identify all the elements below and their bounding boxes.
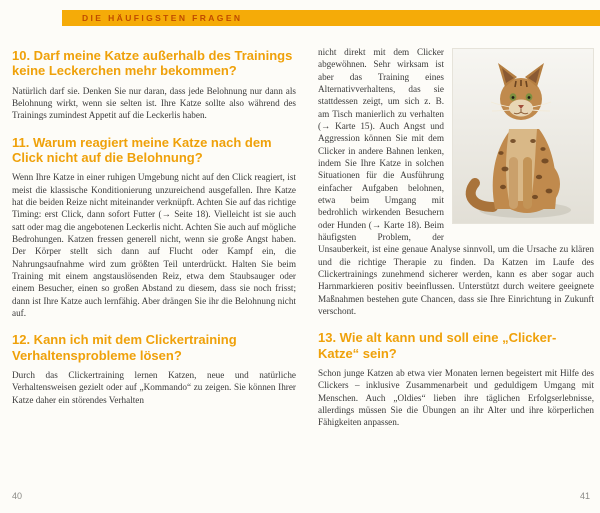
left-page — [12, 46, 296, 406]
question-12-continuation-body: nicht direkt mit dem Clicker abgewöhnen. Sehr wirksam ist aber das Training eines Alternativverhaltens, das sie stattdessen zeigt, um sich z. B. am Tisch manierlich zu verhalten (→ Karte 15). Auch Angst und Aggression können Sie mit dem Clicker in andere Bahnen lenken, indem Sie Ihre Katze in solchen Situationen für die Ausführung einfacher Aufgaben belohnen, etwa beim Umgang mit bedrohlich wirkenden Besuchern oder Hunden (→ Karte 18). Beim häufigsten Problem, der Unsauberkeit, ist eine genaue Analyse sinnvoll, um die Ursache zu klären und die richtige Therapie zu finden. Da Katzen im Laufe des Clickertrainings zunehmend sicherer werden, kann es aber sogar auch Harnmarkieren positiv beeinflussen. Unterstützt durch weitere geeignete Maßnahmen bestehen gute Chancen, dass sie Ihre Einrichtung in Zukunft verschont. — [318, 47, 594, 316]
page-number-left: 40 — [12, 491, 23, 501]
chapter-header-bar — [62, 10, 600, 26]
question-12-body: Durch das Clickertraining lernen Katzen, neue und natürliche Verhaltensweisen gezielt oder auf „Kommando“ zu zeigen. Sie können Ihrer Katze daher ein störendes Verhalten — [12, 369, 296, 405]
page-number-right: 41 — [579, 491, 590, 501]
chapter-title: DIE HÄUFIGSTEN FRAGEN — [82, 13, 243, 23]
question-13-body: Schon junge Katzen ab etwa vier Monaten lernen begeistert mit Hilfe des Clickers – inklusive Zusammenarbeit und geduldigem Umgang mit Menschen. Auch „Oldies“ lieben ihre täglichen Erfolgserlebnisse, allerdings müssen Sie die Übungen an ihr Alter und ihre körperlichen Fähigkeiten anpassen. — [318, 367, 594, 428]
question-12-heading: 12. Kann ich mit dem Clickertraining Verhaltensprobleme lösen? — [12, 332, 237, 363]
question-11-heading: 11. Warum reagiert meine Katze nach dem Click nicht auf die Belohnung? — [12, 134, 272, 165]
right-page — [318, 46, 594, 429]
question-11-body: Wenn Ihre Katze in einer ruhigen Umgebung nicht auf den Click reagiert, ist meist die klassische Konditionierung unzureichend ausgefallen. Ihre Katze hat die beiden Reize nicht miteinander verknüpft. Achten Sie auf das richtige Timing: erst Click, dann sofort Futter (→ Seite 18). Vielleicht ist sie auch satt oder mag die angebotenen Leckerlis nicht. Achten Sie auch auf mögliche Bedrohungen. Katzen fressen generell nicht, wenn sie große Angst haben. Der Körper stellt sich dann auf Flucht oder Kampf ein, die Nahrungsaufnahme wird zum größten Teil unterdrückt. Halten Sie beim Training mit einem angstauslösenden Reiz, etwa dem Staubsauger oder einem Besucher, einen so großen Abstand zu diesem, dass sie noch frisst; dann ist Ihre Katze auch lernfähig. Aber drängen Sie ihr die Belohnung nicht auf. — [12, 172, 296, 318]
question-10-body: Natürlich darf sie. Denken Sie nur daran, dass jede Belohnung nur dann als Belohnung wirkt, wenn sie selten ist. Ihre Katze sollte also während des Trainings zumindest Appetit auf die Leckerlis haben. — [12, 85, 296, 121]
question-13-heading: 13. Wie alt kann und soll eine „Clicker-Katze“ sein? — [318, 330, 557, 361]
cat-illustration — [453, 49, 593, 223]
question-10-heading: 10. Darf meine Katze außerhalb des Trainings keine Leckerchen mehr bekommen? — [12, 48, 293, 79]
cat-photo — [452, 48, 594, 224]
